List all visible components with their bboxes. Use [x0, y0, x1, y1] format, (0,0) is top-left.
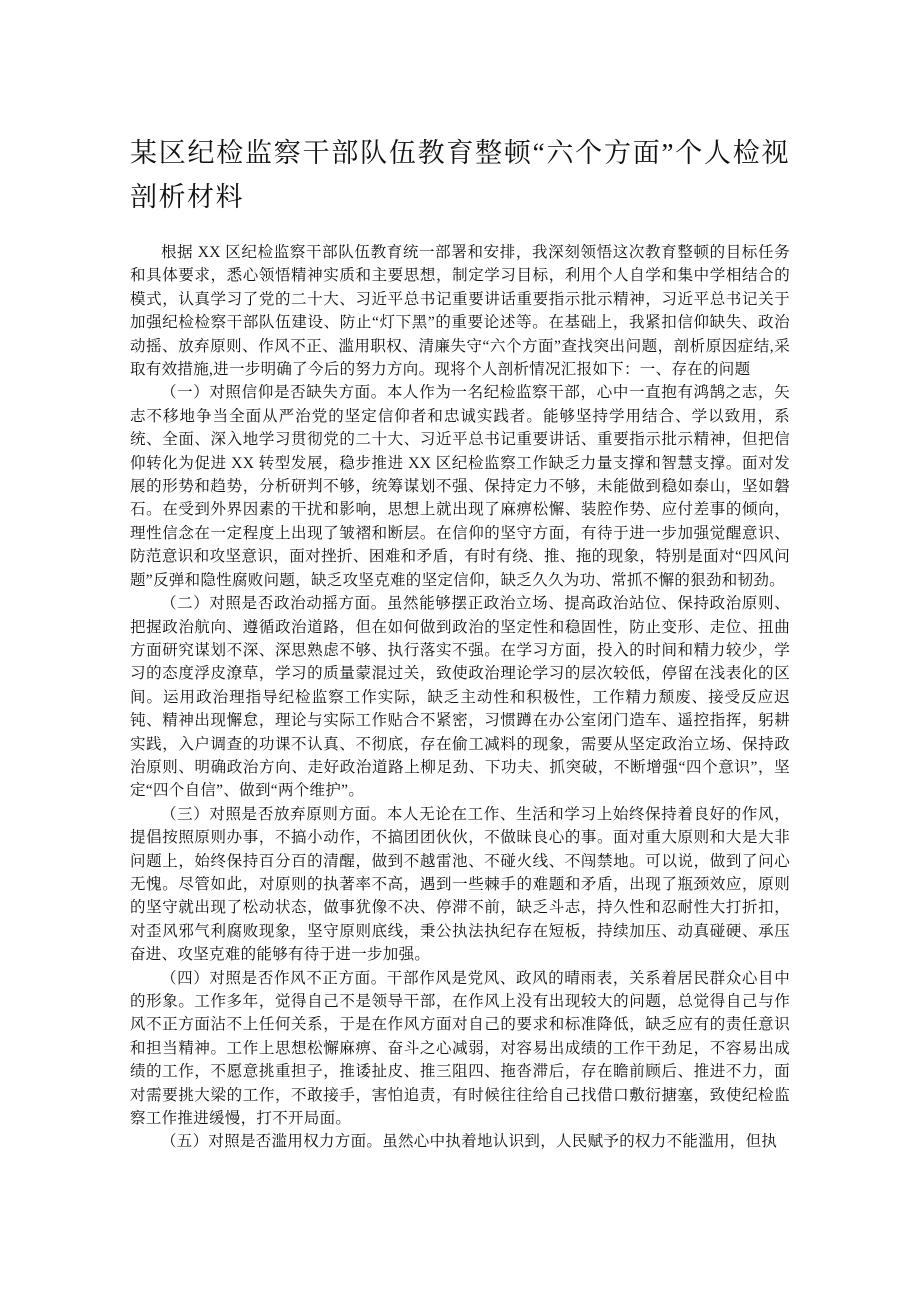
paragraph-intro: 根据 XX 区纪检监察干部队伍教育统一部署和安排，我深刻领悟这次教育整顿的目标任务和具体要求，悉心领悟精神实质和主要思想，制定学习目标，利用个人自学和集中学相结合的模式，认真学习了党的二十大、习近平总书记重要讲话重要指示批示精神，习近平总书记关于加强纪检检察干部队伍建设、防止“灯下黑”的重要论述等。在基础上，我紧扣信仰缺失、政治动摇、放弃原则、作风不正、滥用职权、清廉失守“六个方面”查找突出问题，剖析原因症结,采取有效措施,进一步明确了今后的努力方向。现将个人剖析情况汇报如下：一、存在的问题: [130, 244, 790, 379]
paragraph-section-4-improper-workstyle: （四）对照是否作风不正方面。干部作风是党风、政风的晴雨表，关系着居民群众心目中的形象。工作多年，觉得自己不是领导干部，在作风上没有出现较大的问题，总觉得自己与作风不正方面沾不上任何关系，于是在作风方面对自己的要求和标准降低，缺乏应有的责任意识和担当精神。工作上思想松懈麻痹、奋斗之心减弱，对容易出成绩的工作干劲足，不容易出成绩的工作，不愿意挑重担子，推诿扯皮、推三阻四、拖沓滞后，存在瞻前顾后、推进不力，面对需要挑大梁的工作，不敢接手，害怕追责，有时候往往给自己找借口敷衍搪塞，致使纪检监察工作推进缓慢，打不开局面。: [130, 969, 790, 1128]
paragraph-section-2-political-wavering: （二）对照是否政治动摇方面。虽然能够摆正政治立场、提高政治站位、保持政治原则、把握政治航向、遵循政治道路，但在如何做到政治的坚定性和稳固性，防止变形、走位、扭曲方面研究谋划不深、深思熟虑不够、执行落实不强。在学习方面，投入的时间和精力较少，学习的态度浮皮潦草，学习的质量蒙混过关，致使政治理论学习的层次较低，停留在浅表化的区间。运用政治理指导纪检监察工作实际，缺乏主动性和积极性，工作精力颓废、接受反应迟钝、精神出现懈怠，理论与实际工作贴合不紧密，习惯蹲在办公室闭门造车、遥控指挥，躬耕实践，入户调查的功课不认真、不彻底，存在偷工减料的现象，需要从坚定政治立场、保持政治原则、明确政治方向、走好政治道路上柳足劲、下功夫、抓突破，不断增强“四个意识”，坚定“四个自信”、做到“两个维护”。: [130, 595, 790, 800]
paragraph-section-1-belief-loss: （一）对照信仰是否缺失方面。本人作为一名纪检监察干部，心中一直抱有鸿鹄之志，矢志不移地争当全面从严治党的坚定信仰者和忠诚实践者。能够坚持学用结合、学以致用，系统、全面、深入地学习贯彻党的二十大、习近平总书记重要讲话、重要指示批示精神，但把信仰转化为促进 XX 转型发展，稳步推进 XX 区纪检监察工作缺乏力量支撑和智慧支撑。面对发展的形势和趋势，分析研判不够，统筹谋划不强、保持定力不够，未能做到稳如泰山，坚如磐石。在受到外界因素的干扰和影响，思想上就出现了麻痹松懈、装腔作势、应付差事的倾向，理性信念在一定程度上出现了皱褶和断层。在信仰的坚守方面，有待于进一步加强觉醒意识、防范意识和攻坚意识，面对挫折、困难和矛盾，有时有绕、推、拖的现象，特别是面对“四风问题”反弹和隐性腐败问题，缺乏攻坚克难的坚定信仰，缺乏久久为功、常抓不懈的狠劲和韧劲。: [130, 384, 790, 589]
document-body: [130, 241, 790, 1154]
paragraph-section-3-abandoning-principles: （三）对照是否放弃原则方面。本人无论在工作、生活和学习上始终保持着良好的作风，提倡按照原则办事，不搞小动作，不搞团团伙伙，不做昧良心的事。面对重大原则和大是大非问题上，始终保持百分百的清醒，做到不越雷池、不碰火线、不闯禁地。可以说，做到了问心无愧。尽管如此，对原则的执著率不高，遇到一些棘手的难题和矛盾，出现了瓶颈效应，原则的坚守就出现了松动状态，做事犹像不决、停滞不前，缺乏斗志，持久性和忍耐性大打折扣，对歪风邪气利腐败现象，坚守原则底线，秉公执法执纪存在短板，持续加压、动真碰硬、承压奋进、攻坚克难的能够有待于进一步加强。: [130, 805, 790, 964]
paragraph-section-5-power-abuse: （五）对照是否滥用权力方面。虽然心中执着地认识到，人民赋予的权力不能滥用，但执: [161, 1133, 778, 1151]
document-title: 某区纪检监察干部队伍教育整顿“六个方面”个人检视剖析材料: [130, 138, 790, 212]
